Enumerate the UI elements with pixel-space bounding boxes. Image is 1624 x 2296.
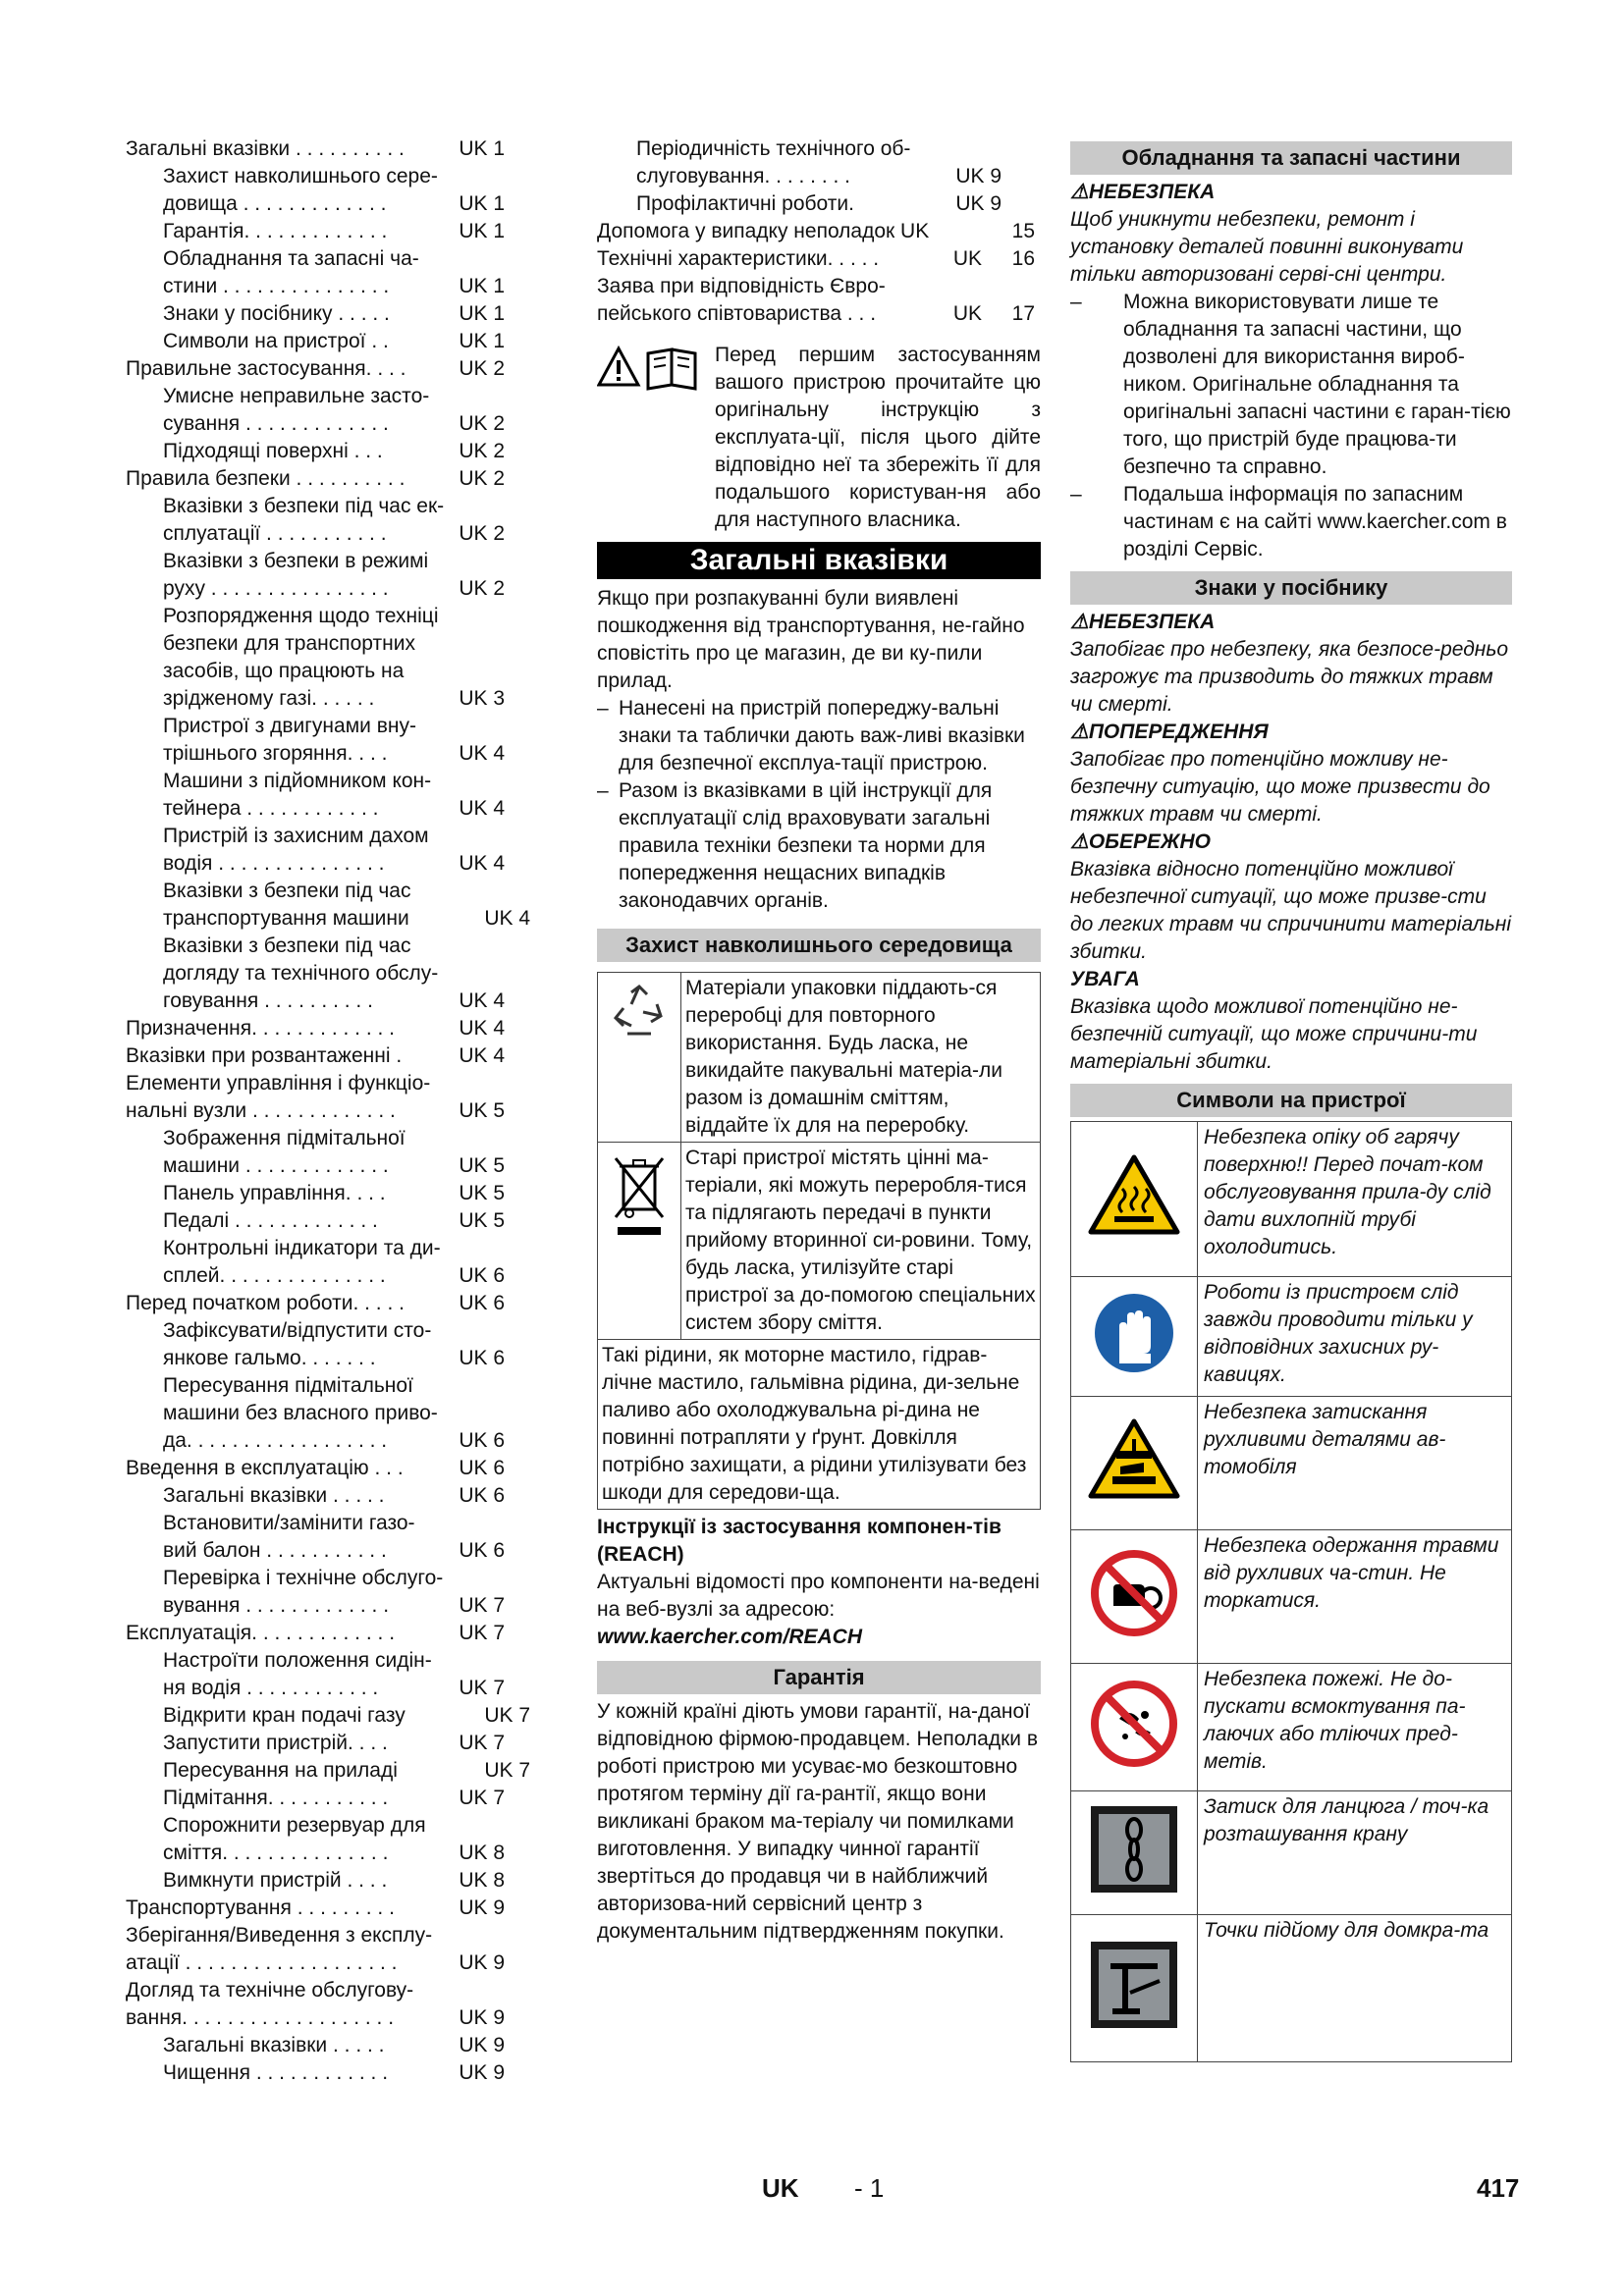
toc-entry-page: UK 2 bbox=[459, 577, 505, 600]
toc-entry-page: UK 6 bbox=[459, 1347, 505, 1369]
toc-entry-title: сміття. . . . . . . . . . . . . . . bbox=[163, 1842, 389, 1864]
environment-table bbox=[597, 972, 1041, 1510]
toc-entry[interactable] bbox=[126, 1757, 530, 1785]
symbols-heading: Символи на пристрої bbox=[1070, 1084, 1512, 1117]
toc-entry-page: 16 bbox=[1011, 247, 1035, 270]
environment-packaging-text: Матеріали упаковки піддають-ся переробці для повторного використання. Будь ласка, не викидайте пакувальні матеріа-ли разом із домашнім сміттям, віддайте їх для на переробку. bbox=[681, 973, 1041, 1143]
warning-book-icon bbox=[597, 346, 707, 391]
toc-entry-title: засобів, що працюють на bbox=[163, 660, 405, 682]
toc-entry-title: Заява при відповідність Євро- bbox=[597, 275, 886, 297]
toc-entry[interactable] bbox=[126, 2059, 518, 2087]
general-intro: Якщо при розпакуванні були виявлені пошкодження від транспортування, не-гайно сповістіть про це магазин, де ви ку-пили прилад. bbox=[597, 587, 1025, 692]
first-use-note bbox=[597, 342, 1041, 534]
toc-entry-page: UK 2 bbox=[459, 467, 505, 490]
toc-entry-page: UK 1 bbox=[459, 220, 505, 242]
toc-entry-page: UK 6 bbox=[459, 1264, 505, 1287]
toc-entry-title: Введення в експлуатацію . . . bbox=[126, 1457, 404, 1479]
toc-entry[interactable] bbox=[126, 1922, 518, 1949]
toc-entry-title: Правила безпеки . . . . . . . . . . bbox=[126, 467, 406, 490]
toc-entry-title: Перед початком роботи. . . . . bbox=[126, 1292, 405, 1314]
general-bullet: – Разом із вказівками в цій інструкції для експлуатації слід враховувати загальні правила техніки безпеки та норми для попередження нещасних випадків законодавчих органів. bbox=[597, 779, 993, 912]
toc-entry-title: сування . . . . . . . . . . . . . bbox=[163, 412, 389, 435]
toc-entry-title: машини без власного приво- bbox=[163, 1402, 438, 1424]
toc-entry-title: Встановити/замінити газо- bbox=[163, 1512, 415, 1534]
toc-entry[interactable] bbox=[597, 135, 1041, 163]
toc-entry[interactable] bbox=[126, 1070, 518, 1097]
symbol-text-crushing: Небезпека затискання рухливими деталями ав-томобіля bbox=[1198, 1397, 1512, 1530]
toc-entry-title: Обладнання та запасні ча- bbox=[163, 247, 419, 270]
toc-entry[interactable] bbox=[126, 383, 518, 410]
toc-entry[interactable] bbox=[126, 1097, 518, 1125]
weee-bin-icon bbox=[610, 1152, 669, 1241]
toc-entry[interactable] bbox=[126, 410, 518, 438]
toc-entry[interactable] bbox=[126, 878, 518, 905]
toc-entry-title: сплуатації . . . . . . . . . . . bbox=[163, 522, 387, 545]
toc-entry-title: Пристрої з двигунами вну- bbox=[163, 715, 416, 737]
toc-column-2 bbox=[597, 135, 1041, 328]
toc-entry-page: UK 4 bbox=[459, 1017, 505, 1040]
toc-entry-page: UK 2 bbox=[459, 440, 505, 462]
symbol-text-chain-clamp: Затиск для ланцюга / точ-ка розташування крану bbox=[1198, 1791, 1512, 1915]
toc-entry[interactable] bbox=[126, 273, 518, 300]
sign-label-attention: УВАГА bbox=[1070, 968, 1140, 990]
toc-entry-page: UK 7 bbox=[459, 1787, 505, 1809]
toc-entry[interactable] bbox=[126, 933, 518, 960]
toc-entry-title: ня водія . . . . . . . . . . . . bbox=[163, 1677, 379, 1699]
toc-entry-title: Технічні характеристики. . . . . bbox=[597, 247, 880, 270]
toc-entry[interactable] bbox=[126, 520, 518, 548]
toc-entry[interactable] bbox=[126, 218, 518, 245]
toc-entry[interactable] bbox=[126, 1152, 518, 1180]
toc-entry[interactable] bbox=[126, 438, 518, 465]
toc-entry-title: Панель управління. . . . bbox=[163, 1182, 386, 1204]
toc-entry[interactable] bbox=[126, 850, 518, 878]
general-bullet: – Нанесені на пристрій попереджу-вальні знаки та таблички дають важ-ливі вказівки для безпечної експлуа-тації пристрою. bbox=[597, 697, 1025, 774]
toc-entry-title: Загальні вказівки . . . . . bbox=[163, 1484, 385, 1507]
toc-entry[interactable] bbox=[597, 163, 1041, 190]
sign-text-danger: Запобігає про небезпеку, яка безпосе-редньо загрожує та призводить до тяжких травм чи смерті. bbox=[1070, 638, 1509, 716]
toc-entry-title: да. . . . . . . . . . . . . . . . . . bbox=[163, 1429, 388, 1452]
reach-heading: Інструкції із застосування компонен-тів (REACH) bbox=[597, 1516, 1001, 1566]
toc-entry-title: Настроїти положення сидін- bbox=[163, 1649, 432, 1672]
toc-entry-title: Загальні вказівки . . . . . bbox=[163, 2034, 385, 2056]
toc-entry[interactable] bbox=[126, 1592, 518, 1620]
toc-entry-title: Вказівки з безпеки в режимі bbox=[163, 550, 429, 572]
toc-entry[interactable] bbox=[126, 630, 518, 658]
toc-entry-title: довища . . . . . . . . . . . . . bbox=[163, 192, 387, 215]
footer-page-local: - 1 bbox=[854, 2173, 885, 2203]
toc-entry-page: UK bbox=[952, 247, 982, 270]
toc-entry-page: UK 4 bbox=[459, 852, 505, 875]
toc-entry[interactable] bbox=[126, 575, 518, 603]
toc-entry[interactable] bbox=[126, 1812, 518, 1840]
toc-entry-page: UK 5 bbox=[459, 1154, 505, 1177]
toc-entry-page: UK 4 bbox=[459, 797, 505, 820]
toc-entry-title: слуговування. . . . . . . . bbox=[636, 165, 851, 187]
hot-surface-icon bbox=[1087, 1153, 1181, 1238]
parts-bullet: – Подальша інформація по запасним частинам є на сайті www.kaercher.com в розділі Сервіс. bbox=[1070, 483, 1507, 561]
toc-entry-page: UK 7 bbox=[459, 1622, 505, 1644]
toc-entry-page: UK 4 bbox=[459, 989, 505, 1012]
footer-lang: UK bbox=[762, 2173, 799, 2203]
toc-entry[interactable] bbox=[126, 1482, 518, 1510]
symbol-text-jack: Точки підйому для домкра-та bbox=[1198, 1915, 1512, 2062]
toc-entry-page: UK 7 bbox=[459, 1732, 505, 1754]
toc-entry-page: UK 1 bbox=[459, 330, 505, 352]
sign-text-caution: Вказівка відносно потенційно можливої небезпечної ситуації, що може призве-сти до легких травм чи спричинити матеріальні збитки. bbox=[1070, 858, 1512, 963]
toc-entry-title: Вказівки з безпеки під час bbox=[163, 880, 411, 902]
symbol-text-moving-parts: Небезпека одержання травми від рухливих ча-стин. Не торкатися. bbox=[1198, 1530, 1512, 1664]
toc-entry-title: Вимкнути пристрій . . . . bbox=[163, 1869, 388, 1892]
jack-point-icon bbox=[1087, 1938, 1181, 2032]
symbol-text-fire: Небезпека пожежі. Не до-пускати всмоктування па-лаючих або тліючих пред-метів. bbox=[1198, 1664, 1512, 1791]
toc-entry[interactable] bbox=[126, 1949, 518, 1977]
toc-entry-page: UK 8 bbox=[459, 1842, 505, 1864]
toc-entry-title: транспортування машини bbox=[163, 907, 409, 930]
toc-entry-title: Вказівки з безпеки під час bbox=[163, 934, 411, 957]
recycle-icon-cell bbox=[598, 973, 681, 1143]
toc-entry-page: UK 6 bbox=[459, 1539, 505, 1562]
toc-entry-title: Правильне застосування. . . . bbox=[126, 357, 406, 380]
recycle-icon bbox=[610, 983, 669, 1041]
toc-entry[interactable] bbox=[597, 218, 1041, 245]
toc-entry[interactable] bbox=[126, 905, 530, 933]
toc-entry-page: UK 5 bbox=[459, 1099, 505, 1122]
toc-entry-title: Призначення. . . . . . . . . . . . . bbox=[126, 1017, 395, 1040]
toc-entry-page: 15 bbox=[1011, 220, 1035, 242]
toc-entry[interactable] bbox=[126, 1427, 518, 1455]
toc-entry-title: Перевірка і технічне обслуго- bbox=[163, 1567, 444, 1589]
toc-entry[interactable] bbox=[126, 548, 518, 575]
toc-entry-title: Профілактичні роботи. bbox=[636, 192, 854, 215]
toc-entry-page: UK 4 bbox=[484, 907, 530, 930]
toc-entry-page: UK 6 bbox=[459, 1457, 505, 1479]
toc-entry[interactable] bbox=[126, 960, 518, 988]
toc-entry-title: Зображення підмітальної bbox=[163, 1127, 406, 1149]
toc-entry-title: водія . . . . . . . . . . . . . . . bbox=[163, 852, 385, 875]
toc-entry[interactable] bbox=[126, 1345, 518, 1372]
toc-entry-title: Допомога у випадку неполадок UK bbox=[597, 220, 930, 242]
toc-entry[interactable] bbox=[126, 2004, 518, 2032]
toc-entry[interactable] bbox=[126, 988, 518, 1015]
toc-entry-title: Зберігання/Виведення з експлу- bbox=[126, 1924, 433, 1947]
toc-entry[interactable] bbox=[126, 1730, 518, 1757]
parts-bullet: – Можна використовувати лише те обладнання та запасні частини, що дозволені для використання вироб-ником. Оригінальне обладнання та оригінальні запасні частини є гаран-тією того, що пристрій буде працюва-ти безпечно та справно. bbox=[1070, 291, 1511, 478]
toc-entry-title: машини . . . . . . . . . . . . . bbox=[163, 1154, 389, 1177]
toc-entry-title: Зафіксувати/відпустити сто- bbox=[163, 1319, 432, 1342]
toc-entry[interactable] bbox=[126, 1565, 518, 1592]
environment-heading: Захист навколишнього середовища bbox=[597, 929, 1041, 962]
toc-entry-title: Догляд та технічне обслугову- bbox=[126, 1979, 414, 2002]
toc-entry-title: Педалі . . . . . . . . . . . . . bbox=[163, 1209, 378, 1232]
toc-entry[interactable] bbox=[126, 493, 518, 520]
toc-entry-title: Контрольні індикатори та ди- bbox=[163, 1237, 441, 1259]
toc-entry[interactable] bbox=[126, 245, 518, 273]
toc-entry[interactable] bbox=[126, 465, 518, 493]
toc-entry[interactable] bbox=[126, 1125, 518, 1152]
toc-entry[interactable] bbox=[126, 1510, 518, 1537]
toc-entry[interactable] bbox=[126, 1207, 518, 1235]
toc-entry-title: вування . . . . . . . . . . . . . bbox=[163, 1594, 390, 1617]
toc-entry-page: UK 1 bbox=[459, 302, 505, 325]
toc-entry[interactable] bbox=[126, 1895, 518, 1922]
toc-entry-title: Пересування підмітальної bbox=[163, 1374, 413, 1397]
toc-entry[interactable] bbox=[597, 300, 1041, 328]
toc-entry-page: UK 1 bbox=[459, 275, 505, 297]
signs-list bbox=[1070, 609, 1512, 1076]
toc-entry-title: Чищення . . . . . . . . . . . . bbox=[163, 2061, 389, 2084]
toc-entry[interactable] bbox=[126, 1317, 518, 1345]
toc-entry-page: UK 9 bbox=[459, 1951, 505, 1974]
toc-entry-title: догляду та технічного обслу- bbox=[163, 962, 439, 985]
toc-entry-title: Символи на пристрої . . bbox=[163, 330, 389, 352]
toc-entry[interactable] bbox=[126, 795, 518, 823]
sign-label-caution: ⚠ОБЕРЕЖНО bbox=[1070, 830, 1212, 853]
toc-entry-title: вання. . . . . . . . . . . . . . . . . . . bbox=[126, 2006, 395, 2029]
toc-entry[interactable] bbox=[126, 1647, 518, 1675]
toc-entry-page: UK 7 bbox=[484, 1759, 530, 1782]
footer-page-number: 417 bbox=[1477, 2173, 1520, 2203]
toc-entry-title: Знаки у посібнику . . . . . bbox=[163, 302, 390, 325]
toc-entry[interactable] bbox=[126, 1620, 518, 1647]
toc-entry-page: UK 9 bbox=[955, 192, 1001, 215]
toc-entry-page: UK 9 bbox=[955, 165, 1001, 187]
toc-entry-title: Транспортування . . . . . . . . . bbox=[126, 1896, 395, 1919]
toc-entry-title: Відкрити кран подачі газу bbox=[163, 1704, 406, 1727]
toc-entry-title: нальні вузли . . . . . . . . . . . . . bbox=[126, 1099, 396, 1122]
toc-entry-title: Періодичність технічного об- bbox=[636, 137, 911, 160]
gloves-icon bbox=[1092, 1291, 1176, 1375]
toc-entry[interactable] bbox=[126, 1537, 518, 1565]
column-2 bbox=[597, 135, 1041, 1946]
toc-entry-page: UK 9 bbox=[459, 1896, 505, 1919]
toc-entry-page: UK 6 bbox=[459, 1429, 505, 1452]
toc-entry-title: вий балон . . . . . . . . . . . bbox=[163, 1539, 387, 1562]
toc-entry-title: Пересування на приладі bbox=[163, 1759, 398, 1782]
toc-entry-page: UK 8 bbox=[459, 1869, 505, 1892]
toc-entry-title: янкове гальмо. . . . . . . bbox=[163, 1347, 376, 1369]
toc-entry-title: Елементи управління і функціо- bbox=[126, 1072, 431, 1095]
toc-entry-page: 17 bbox=[1011, 302, 1035, 325]
toc-entry[interactable] bbox=[126, 355, 518, 383]
toc-entry[interactable] bbox=[126, 1235, 518, 1262]
reach-link[interactable]: www.kaercher.com/REACH bbox=[597, 1626, 862, 1648]
toc-entry[interactable] bbox=[126, 658, 518, 685]
toc-entry-title: зрідженому газі. . . . . . bbox=[163, 687, 375, 710]
toc-entry-title: Підходящі поверхні . . . bbox=[163, 440, 383, 462]
symbol-text-hot-surface: Небезпека опіку об гарячу поверхню!! Перед почат-ком обслуговування прила-ду слід дати вихлопній трубі охолодитись. bbox=[1198, 1122, 1512, 1277]
toc-entry[interactable] bbox=[126, 1180, 518, 1207]
environment-fluids-text: Такі рідини, як моторне мастило, гідрав-лічне мастило, гальмівна рідина, ди-зельне паливо або охолоджувальна рі-дина не повинні потрапляти у ґрунт. Довкілля потрібно захищати, а рідини утилізувати без шкоди для середови-ща. bbox=[598, 1340, 1041, 1510]
toc-entry-title: тейнера . . . . . . . . . . . . bbox=[163, 797, 379, 820]
toc-entry[interactable] bbox=[126, 1785, 518, 1812]
sign-label-danger: ⚠НЕБЕЗПЕКА bbox=[1070, 611, 1216, 633]
toc-entry-title: Умисне неправильне засто- bbox=[163, 385, 430, 407]
toc-entry-title: Машини з підйомником кон- bbox=[163, 770, 432, 792]
toc-entry[interactable] bbox=[126, 1042, 518, 1070]
toc-entry[interactable] bbox=[126, 685, 518, 713]
toc-entry-page: UK 9 bbox=[459, 2061, 505, 2084]
toc-entry-title: Гарантія. . . . . . . . . . . . . bbox=[163, 220, 388, 242]
toc-entry-title: говування . . . . . . . . . . bbox=[163, 989, 373, 1012]
toc-entry[interactable] bbox=[126, 1262, 518, 1290]
toc-entry-title: пейського співтовариства . . . bbox=[597, 302, 877, 325]
toc-entry-title: руху . . . . . . . . . . . . . . . . bbox=[163, 577, 389, 600]
sign-label-warning: ⚠ПОПЕРЕДЖЕННЯ bbox=[1070, 721, 1269, 743]
toc-entry[interactable] bbox=[126, 1675, 518, 1702]
toc-entry-page: UK 4 bbox=[459, 1044, 505, 1067]
toc-entry-title: Вказівки при розвантаженні . bbox=[126, 1044, 403, 1067]
toc-entry-title: Пристрій із захисним дахом bbox=[163, 825, 429, 847]
toc-entry[interactable] bbox=[597, 190, 1041, 218]
toc-entry[interactable] bbox=[126, 1702, 530, 1730]
toc-entry[interactable] bbox=[126, 135, 518, 163]
toc-entry[interactable] bbox=[126, 768, 518, 795]
do-not-touch-moving-parts-icon bbox=[1090, 1549, 1178, 1637]
general-notes-heading: Загальні вказівки bbox=[597, 542, 1041, 579]
toc-entry[interactable] bbox=[126, 328, 518, 355]
toc-entry[interactable] bbox=[126, 2032, 518, 2059]
toc-entry-title: Підмітання. . . . . . . . . . . bbox=[163, 1787, 389, 1809]
toc-entry[interactable] bbox=[126, 713, 518, 740]
toc-entry[interactable] bbox=[597, 273, 1041, 300]
parts-heading: Обладнання та запасні частини bbox=[1070, 141, 1512, 175]
toc-entry-title: Загальні вказівки . . . . . . . . . . bbox=[126, 137, 405, 160]
toc-entry[interactable] bbox=[126, 300, 518, 328]
first-use-text: Перед першим застосуванням вашого пристрою прочитайте цю оригінальну інструкцію з експлуата-ції, після цього дійте відповідно неї та збережіть її для подальшого користуван-ня або для наступного власника. bbox=[715, 344, 1041, 531]
toc-entry-page: UK 5 bbox=[459, 1182, 505, 1204]
toc-entry-title: безпеки для транспортних bbox=[163, 632, 415, 655]
column-3 bbox=[1070, 135, 1512, 2062]
parts-danger-text: Щоб уникнути небезпеки, ремонт і установку деталей повинні виконувати тільки авторизовані серві-сні центри. bbox=[1070, 208, 1464, 286]
toc-entry-title: Спорожнити резервуар для bbox=[163, 1814, 426, 1837]
toc-entry[interactable] bbox=[126, 603, 518, 630]
toc-entry-page: UK 4 bbox=[459, 742, 505, 765]
toc-entry-page: UK 7 bbox=[459, 1594, 505, 1617]
toc-entry[interactable] bbox=[126, 163, 518, 190]
toc-entry[interactable] bbox=[126, 1455, 518, 1482]
toc-entry[interactable] bbox=[126, 1015, 518, 1042]
toc-entry[interactable] bbox=[126, 740, 518, 768]
signs-heading: Знаки у посібнику bbox=[1070, 571, 1512, 605]
crushing-hazard-icon bbox=[1087, 1417, 1181, 1502]
weee-icon-cell bbox=[598, 1143, 681, 1340]
toc-entry[interactable] bbox=[126, 1867, 518, 1895]
toc-entry[interactable] bbox=[126, 1290, 518, 1317]
toc-entry-page: UK 7 bbox=[484, 1704, 530, 1727]
reach-text: Актуальні відомості про компоненти на-ведені на веб-вузлі за адресою: bbox=[597, 1571, 1040, 1621]
toc-column-1 bbox=[126, 135, 530, 2087]
symbols-table bbox=[1070, 1121, 1512, 2062]
toc-entry-page: UK 2 bbox=[459, 522, 505, 545]
toc-entry-title: Запустити пристрій. . . . bbox=[163, 1732, 388, 1754]
toc-entry-page: UK 6 bbox=[459, 1484, 505, 1507]
parts-danger-label: ⚠НЕБЕЗПЕКА bbox=[1070, 181, 1216, 203]
environment-old-devices-text: Старі пристрої містять цінні ма-теріали, які можуть переробля-тися та підлягають передачі в пункти прийому вторинної си-ровини. Тому, будь ласка, утилізуйте старі пристрої за до-помогою спеціальних систем збору сміття. bbox=[681, 1143, 1041, 1340]
toc-entry[interactable] bbox=[126, 1372, 518, 1400]
toc-entry-title: Вказівки з безпеки під час ек- bbox=[163, 495, 445, 517]
toc-entry-page: UK 6 bbox=[459, 1292, 505, 1314]
sign-text-warning: Запобігає про потенційно можливу не-безпечну ситуацію, що може призвести до тяжких травм чи смерті. bbox=[1070, 748, 1490, 826]
toc-entry-page: UK 2 bbox=[459, 357, 505, 380]
toc-entry-page: UK bbox=[952, 302, 982, 325]
toc-entry[interactable] bbox=[597, 245, 1041, 273]
toc-entry-page: UK 5 bbox=[459, 1209, 505, 1232]
symbol-text-gloves: Роботи із пристроєм слід завжди проводити тільки у відповідних захисних ру-кавицях. bbox=[1198, 1277, 1512, 1397]
toc-entry-page: UK 9 bbox=[459, 2034, 505, 2056]
toc-entry[interactable] bbox=[126, 1977, 518, 2004]
toc-entry-page: UK 1 bbox=[459, 137, 505, 160]
no-burning-objects-icon bbox=[1090, 1680, 1178, 1768]
toc-entry-title: атації . . . . . . . . . . . . . . . . . . . bbox=[126, 1951, 398, 1974]
toc-entry-page: UK 1 bbox=[459, 192, 505, 215]
chain-clamp-icon bbox=[1087, 1802, 1181, 1896]
toc-entry-title: стини . . . . . . . . . . . . . . . bbox=[163, 275, 390, 297]
sign-text-attention: Вказівка щодо можливої потенційно не-безпечній ситуації, що може спричини-ти матеріальні збитки. bbox=[1070, 995, 1478, 1073]
toc-entry-page: UK 9 bbox=[459, 2006, 505, 2029]
warranty-text: У кожній країні діють умови гарантії, на-даної відповідною фірмою-продавцем. Неполадки в роботі пристрою ми усуває-мо безкоштовно протягом терміну дії га-рантії, якщо вони викликані браком ма-теріалу чи помилками виготовлення. У випадку чинної гарантії звертіться до продавця чи в найближчий авторизова-ний сервісний центр з документальним підтвердженням покупки. bbox=[597, 1700, 1039, 1943]
warranty-heading: Гарантія bbox=[597, 1661, 1041, 1694]
toc-entry-page: UK 2 bbox=[459, 412, 505, 435]
toc-entry-title: Захист навколишнього сере- bbox=[163, 165, 438, 187]
toc-entry-title: трішнього згоряння. . . . bbox=[163, 742, 388, 765]
toc-entry-title: Розпорядження щодо техніці bbox=[163, 605, 439, 627]
toc-entry-page: UK 3 bbox=[459, 687, 505, 710]
toc-entry-page: UK 7 bbox=[459, 1677, 505, 1699]
toc-entry[interactable] bbox=[126, 190, 518, 218]
toc-entry-title: Експлуатація. . . . . . . . . . . . . bbox=[126, 1622, 396, 1644]
toc-entry-title: сплей. . . . . . . . . . . . . . . bbox=[163, 1264, 386, 1287]
toc-entry[interactable] bbox=[126, 1400, 518, 1427]
toc-entry[interactable] bbox=[126, 823, 518, 850]
toc-entry[interactable] bbox=[126, 1840, 518, 1867]
